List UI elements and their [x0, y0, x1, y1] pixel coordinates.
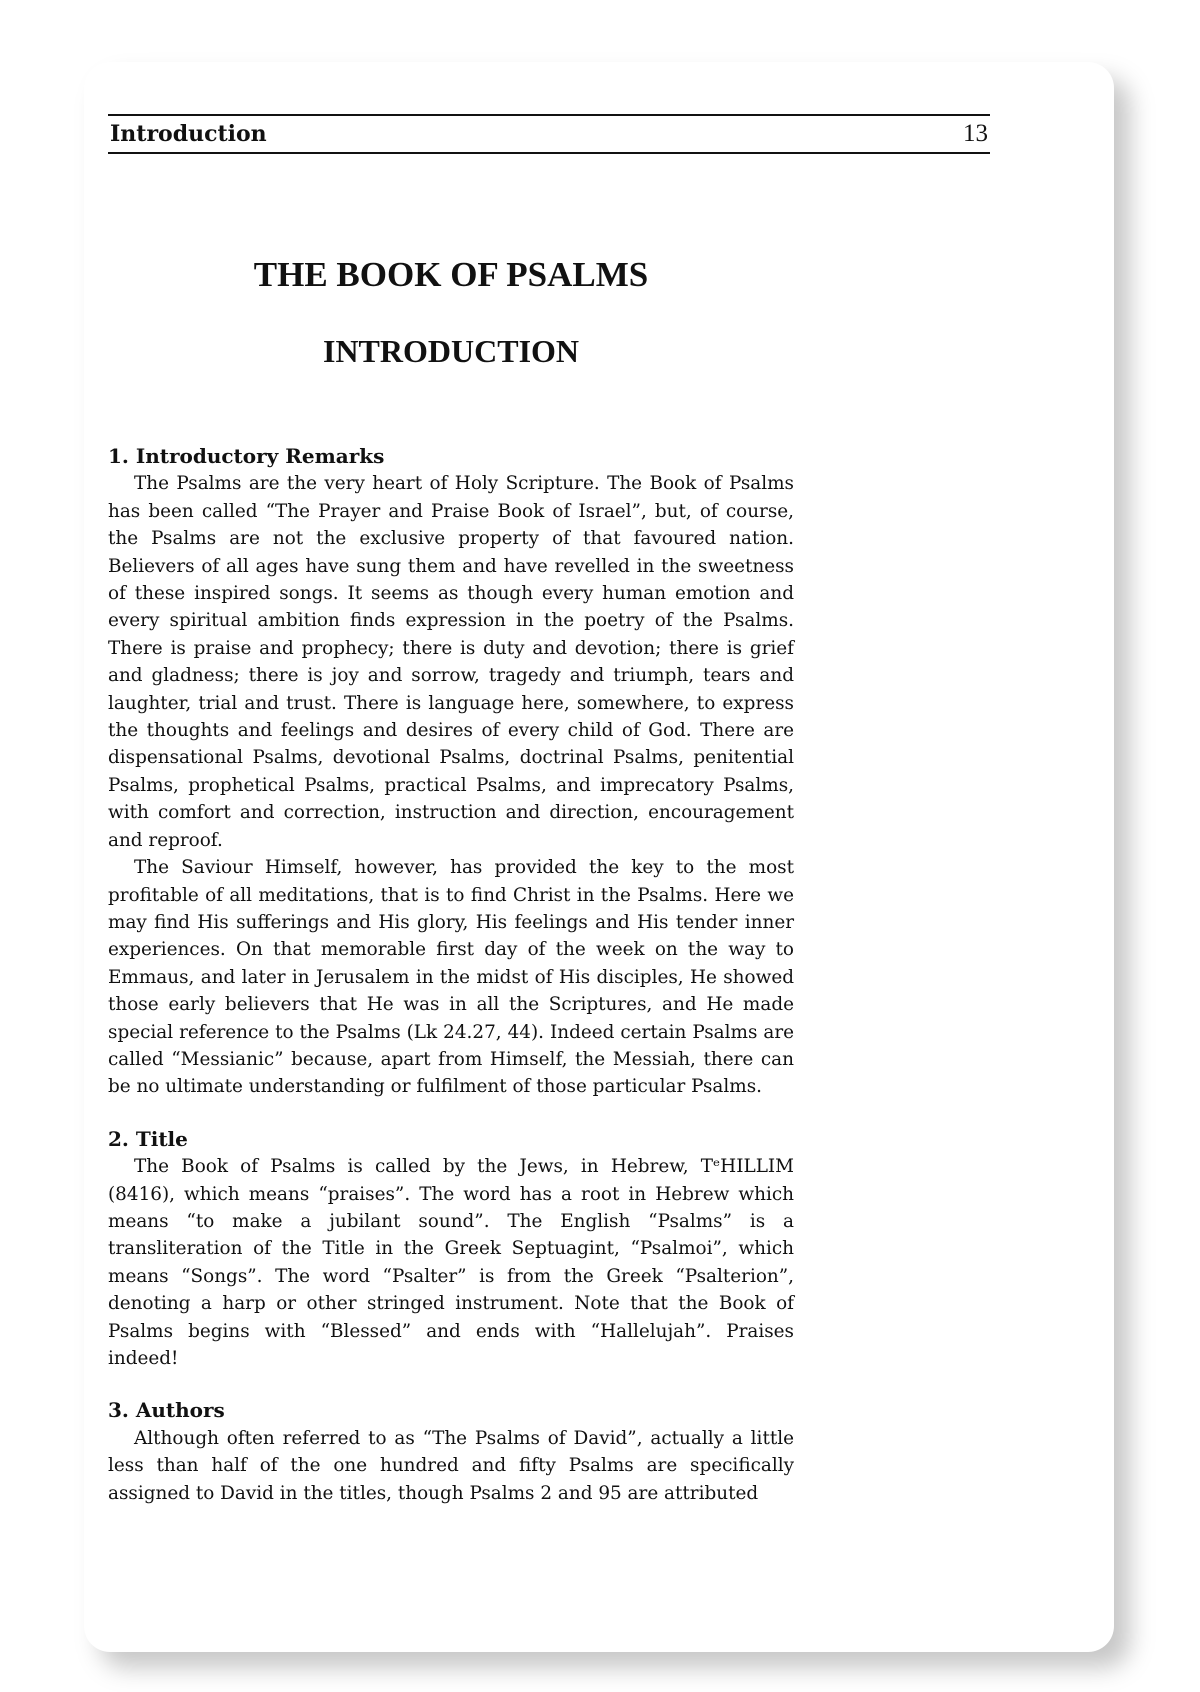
section-heading: 1. Introductory Remarks — [108, 444, 385, 468]
chapter-title: INTRODUCTION — [322, 333, 580, 369]
section-authors — [108, 1397, 794, 1507]
page-number: 13 — [963, 120, 988, 147]
section-introductory-remarks — [108, 443, 794, 1101]
section-heading: 2. Title — [108, 1126, 188, 1151]
section-title — [108, 1126, 794, 1373]
body-text — [108, 443, 794, 1532]
paragraph: The Psalms are the very heart of Holy Scripture. The Book of Psalms has been called “The Prayer and Praise Book of Israel”, but, of course, the Psalms are not the exclusive property of that favoured nation. Believers of all ages have sung them and have revelled in the sweetness of these inspired songs. It seems as though every human emotion and every spiritual ambition finds expression in the poetry of the Psalms. There is praise and prophecy; there is duty and devotion; there is grief and gladness; there is joy and sorrow, tragedy and triumph, tears and laughter, trial and trust. There is language here, somewhere, to express the thoughts and feelings and desires of every child of God. There are dispensational Psalms, devotional Psalms, doctrinal Psalms, penitential Psalms, prophetical Psalms, practical Psalms, and imprecatory Psalms, with comfort and correction, instruction and direction, encouragement and reproof. — [108, 473, 794, 851]
paragraph: The Saviour Himself, however, has provided the key to the most profitable of all meditations, that is to find Christ in the Psalms. Here we may find His sufferings and His glory, His feelings and His tender inner experiences. On that memorable first day of the week on the way to Emmaus, and later in Jerusalem in the midst of His disciples, He showed those early believers that He was in all the Scriptures, and He made special reference to the Psalms (Lk 24.27, 44). Indeed certain Psalms are called “Messianic” because, apart from Himself, the Messiah, there can be no ultimate understanding or fulfilment of those particular Psalms. — [108, 857, 794, 1098]
paragraph: The Book of Psalms is called by the Jews, in Hebrew, TᵉHILLIM (8416), which means “praises”. The word has a root in Hebrew which means “to make a jubilant sound”. The English “Psalms” is a transliteration of the Title in the Greek Septuagint, “Psalmoi”, which means “Songs”. The word “Psalter” is from the Greek “Psalterion”, denoting a harp or other stringed instrument. Note that the Book of Psalms begins with “Blessed” and ends with “Hallelujah”. Praises indeed! — [108, 1156, 794, 1369]
running-title: Introduction — [110, 121, 267, 147]
section-heading: 3. Authors — [108, 1398, 225, 1423]
running-header — [108, 114, 990, 154]
paragraph: Although often referred to as “The Psalms of David”, actually a little less than half of the one hundred and fifty Psalms are specifically assigned to David in the titles, though Psalms 2 and 95 are attributed — [108, 1427, 794, 1504]
book-title: THE BOOK OF PSALMS — [253, 255, 649, 294]
